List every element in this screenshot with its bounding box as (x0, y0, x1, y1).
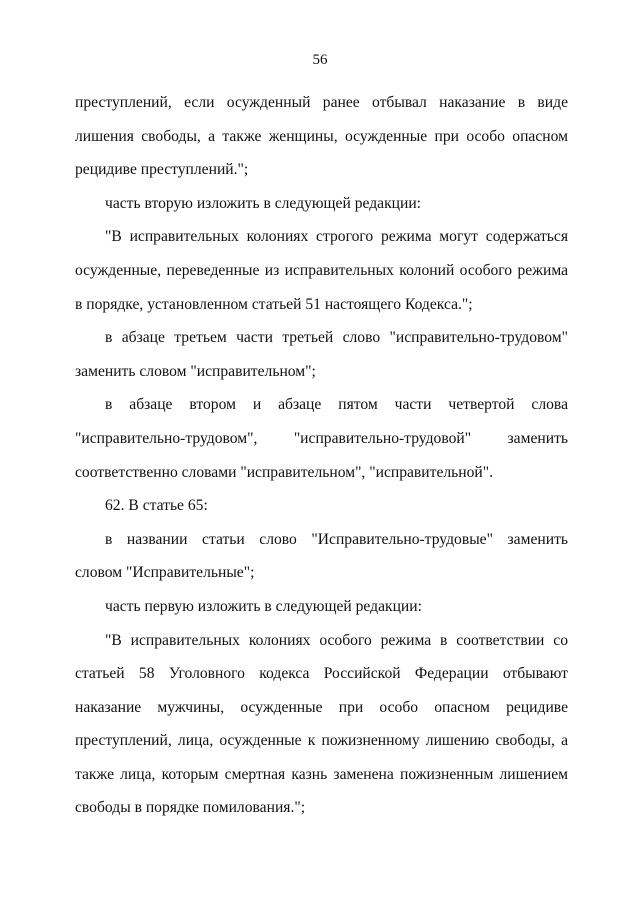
text-line: преступлений, если осужденный ранее отбывал наказание в виде (75, 94, 568, 111)
text-line: часть первую изложить в следующей редакции: (105, 597, 422, 615)
text-line: в абзаце втором и абзаце пятом части четвертой слова (105, 396, 568, 414)
page-number: 56 (312, 52, 328, 68)
text-line: заменить словом "исправительном"; (75, 362, 316, 380)
text-line: в абзаце третьем части третьей слово "исправительно-трудовом" (105, 329, 568, 347)
text-line: "В исправительных колониях особого режима в соответствии со (105, 631, 568, 649)
text-line: в порядке, установленном статьей 51 настоящего Кодекса."; (75, 295, 473, 313)
text-line: лишения свободы, а также женщины, осужденные при особо опасном (75, 127, 568, 145)
text-line: 62. В статье 65: (105, 497, 208, 515)
text-line: свободы в порядке помилования."; (75, 799, 306, 817)
text-line: также лица, которым смертная казнь заменена пожизненным лишением (75, 765, 568, 783)
text-line: "В исправительных колониях строгого режима могут содержаться (105, 228, 568, 246)
text-line: статьей 58 Уголовного кодекса Российской Федерации отбывают (75, 665, 568, 683)
text-line: преступлений, лица, осужденные к пожизненному лишению свободы, а (75, 732, 568, 750)
text-line: в названии статьи слово "Исправительно-трудовые" заменить (105, 530, 568, 548)
document-body (75, 86, 568, 825)
text-line: словом "Исправительные"; (75, 564, 255, 582)
text-line: часть вторую изложить в следующей редакции: (105, 194, 422, 212)
text-line: рецидиве преступлений."; (75, 161, 249, 179)
text-line: наказание мужчины, осужденные при особо опасном рецидиве (75, 698, 568, 716)
text-line: "исправительно-трудовом", "исправительно-трудовой" заменить (75, 429, 568, 447)
text-line: соответственно словами "исправительном", "исправительной". (75, 463, 494, 481)
text-line: осужденные, переведенные из исправительных колоний особого режима (75, 261, 568, 279)
